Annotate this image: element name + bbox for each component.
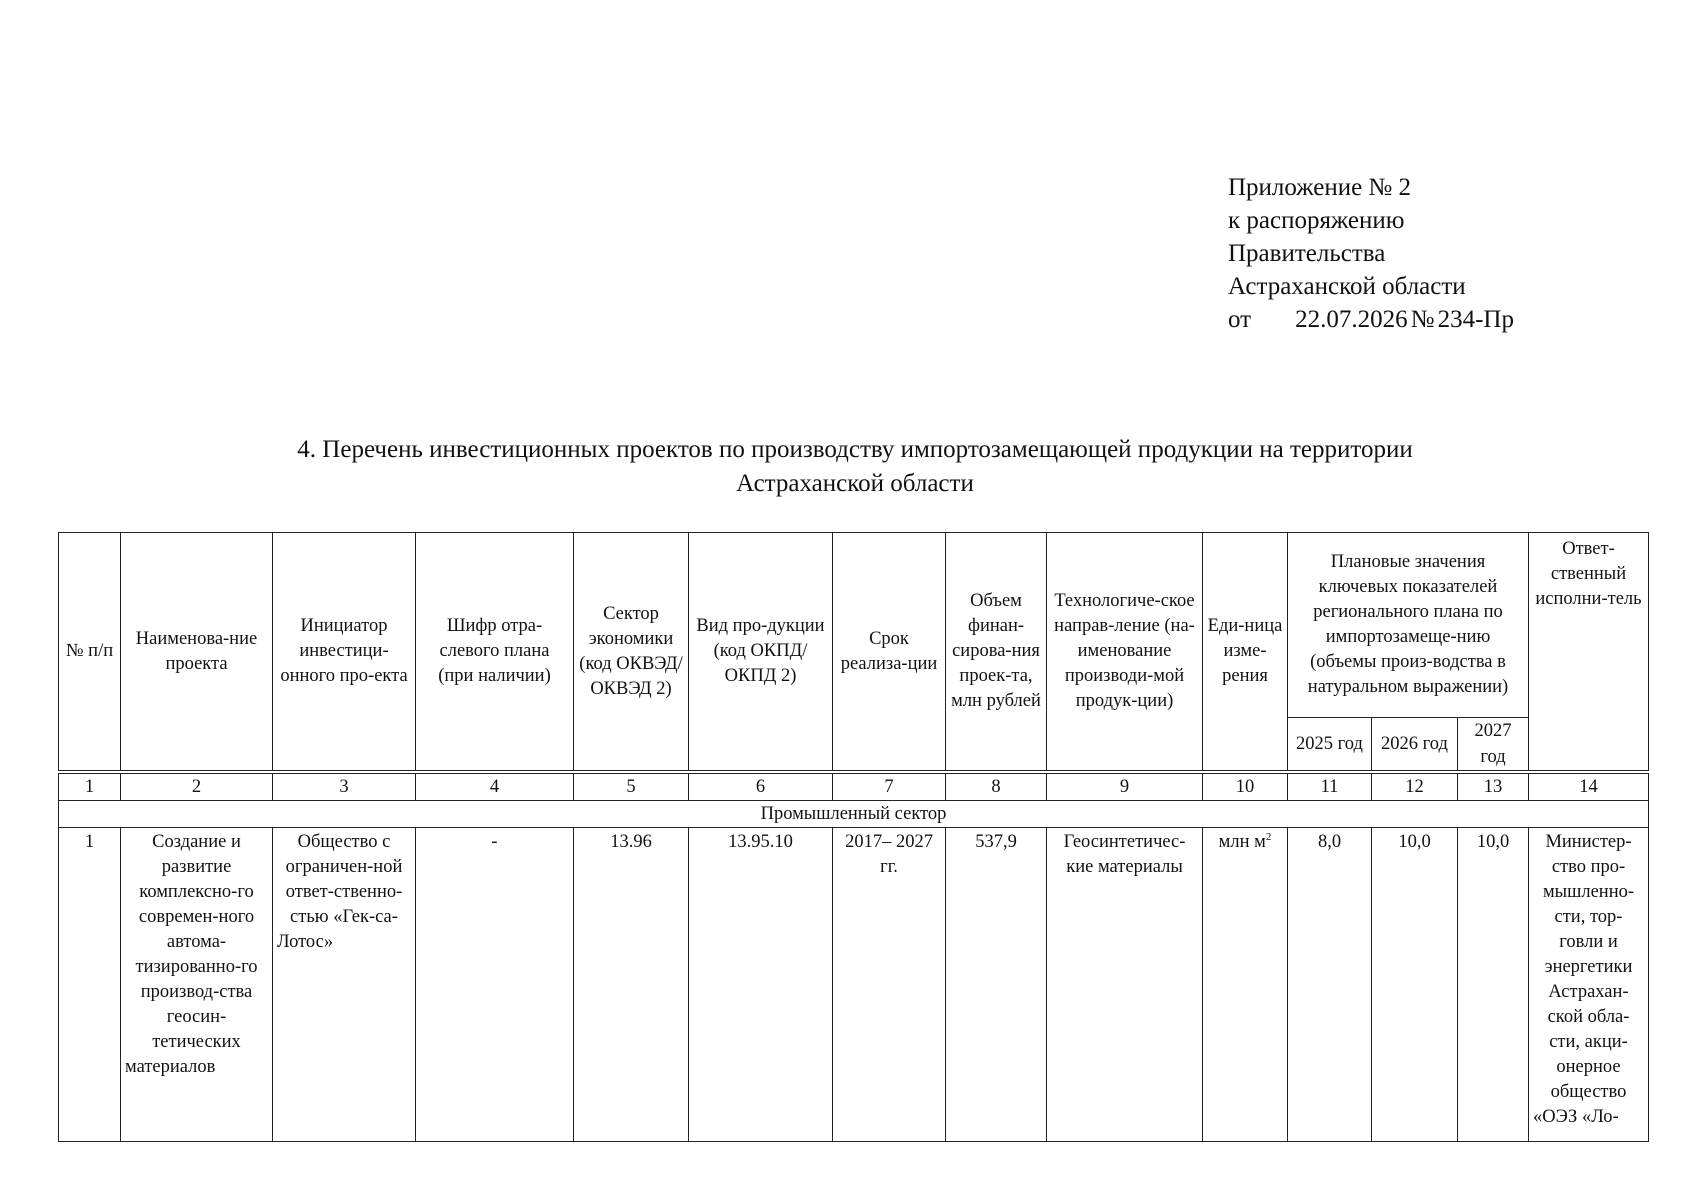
header-year-2026: 2026 год <box>1372 718 1458 773</box>
header-responsible: Ответ-ственный исполни-тель <box>1529 533 1649 773</box>
cell-financing: 537,9 <box>946 828 1047 1142</box>
appendix-line-4: Астраханской области <box>1228 273 1466 300</box>
column-number: 6 <box>689 772 833 801</box>
column-number: 1 <box>59 772 121 801</box>
cell-number: 1 <box>59 828 121 1142</box>
title-line-1: 4. Перечень инвестиционных проектов по производству импортозамещающей продукции на территории <box>297 436 1413 463</box>
header-unit: Еди-ница изме-рения <box>1203 533 1288 773</box>
appendix-date-line <box>1228 303 1514 336</box>
table-row <box>59 828 1649 1142</box>
appendix-line-3: Правительства <box>1228 240 1386 267</box>
column-number: 2 <box>121 772 273 801</box>
column-number: 12 <box>1372 772 1458 801</box>
cell-plan-code: - <box>416 828 574 1142</box>
header-initiator: Инициатор инвестици-онного про-екта <box>273 533 416 773</box>
header-okved: Сектор экономики (код ОКВЭД/ ОКВЭД 2) <box>574 533 689 773</box>
header-number: № п/п <box>59 533 121 773</box>
column-number: 4 <box>416 772 574 801</box>
header-row-main <box>59 533 1649 718</box>
header-year-2025: 2025 год <box>1288 718 1372 773</box>
appendix-number: 234-Пр <box>1437 306 1514 333</box>
projects-table <box>58 532 1649 1142</box>
cell-okved: 13.96 <box>574 828 689 1142</box>
cell-project-name: Создание и развитие комплексно-го современ-ного автома-тизированно-го производ-ства геосин-тетических материалов <box>121 828 273 1142</box>
cell-responsible: Министер-ство про-мышленно-сти, тор-говли и энергетики Астрахан-ской обла-сти, акци-онерное общество «ОЭЗ «Ло- <box>1529 828 1649 1142</box>
header-period: Срок реализа-ции <box>833 533 946 773</box>
header-project-name: Наименова-ние проекта <box>121 533 273 773</box>
header-plan-values: Плановые значения ключевых показателей регионального плана по импортозамеще-нию (объемы произ-водства в натуральном выражении) <box>1288 533 1529 718</box>
cell-value-2025: 8,0 <box>1288 828 1372 1142</box>
cell-okpd: 13.95.10 <box>689 828 833 1142</box>
column-number: 11 <box>1288 772 1372 801</box>
cell-period: 2017– 2027 гг. <box>833 828 946 1142</box>
column-number: 9 <box>1047 772 1203 801</box>
cell-unit <box>1203 828 1288 1142</box>
column-number: 7 <box>833 772 946 801</box>
column-numbers-row <box>59 772 1649 801</box>
appendix-block <box>1228 171 1514 336</box>
cell-tech-direction: Геосинтетичес-кие материалы <box>1047 828 1203 1142</box>
cell-value-2027: 10,0 <box>1458 828 1529 1142</box>
column-number: 3 <box>273 772 416 801</box>
appendix-number-sign: № <box>1410 306 1435 333</box>
section-title: Промышленный сектор <box>59 801 1649 828</box>
document-title <box>60 433 1650 501</box>
header-okpd: Вид про-дукции (код ОКПД/ ОКПД 2) <box>689 533 833 773</box>
appendix-line-1: Приложение № 2 <box>1228 174 1412 201</box>
unit-text: млн м <box>1218 832 1266 852</box>
header-tech-direction: Технологиче-ское направ-ление (на-именование производи-мой продук-ции) <box>1047 533 1203 773</box>
column-number: 10 <box>1203 772 1288 801</box>
column-number: 13 <box>1458 772 1529 801</box>
unit-superscript: 2 <box>1265 830 1272 843</box>
appendix-line-2: к распоряжению <box>1228 207 1405 234</box>
column-number: 8 <box>946 772 1047 801</box>
appendix-date: 22.07.2026 <box>1295 306 1408 333</box>
cell-initiator: Общество с ограничен-ной ответ-ственно-стью «Гек-са-Лотос» <box>273 828 416 1142</box>
section-row <box>59 801 1649 828</box>
header-plan-code: Шифр отра-слевого плана (при наличии) <box>416 533 574 773</box>
appendix-from-label: от <box>1228 306 1252 333</box>
header-financing: Объем финан-сирова-ния проек-та, млн рублей <box>946 533 1047 773</box>
title-line-2: Астраханской области <box>736 470 974 497</box>
header-year-2027: 2027 год <box>1458 718 1529 773</box>
column-number: 5 <box>574 772 689 801</box>
column-number: 14 <box>1529 772 1649 801</box>
cell-value-2026: 10,0 <box>1372 828 1458 1142</box>
